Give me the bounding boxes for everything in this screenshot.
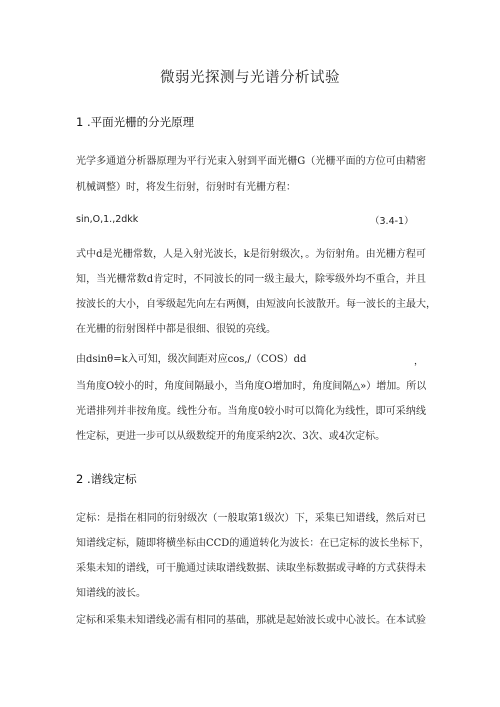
paragraph-line: 定标：是指在相同的衍射级次（一般取第1级次）下，采集已知谱线，然后对已 xyxy=(76,513,426,524)
equation: sin,O,1.,2dkk xyxy=(76,214,139,225)
paragraph-line-end: ， xyxy=(414,356,424,367)
paragraph-line: 光学多通道分析器原理为平行光束入射到平面光栅G（光栅平面的方位可由精密 xyxy=(76,156,426,167)
paragraph-line: 采集未知的谱线，可干脆通过读取谱线数据、读取坐标数据或寻峰的方式获得未 xyxy=(76,563,426,574)
paragraph-line: 性定标，更进一步可以从级数绽开的角度采纳2次、3次、或4次定标。 xyxy=(76,431,386,442)
paragraph-line: 按波长的大小，自零级起先向左右两侧，由短波向长波散开。每一波长的主最大， xyxy=(76,299,436,310)
paragraph-line: 式中d是光栅常数，人是入射光波长，k是衍射级次，。为衍射角。由光栅方程可 xyxy=(76,249,426,260)
paragraph-line: 在光栅的衍射图样中都是很细、很锐的亮线。 xyxy=(76,324,276,335)
section-heading-2: 2 .谱线定标 xyxy=(76,472,137,486)
page-title: 微弱光探测与光谱分析试验 xyxy=(160,70,340,86)
paragraph-line: 当角度O较小的时，角度间隔最小，当角度O增加时，角度间隔△»）增加。所以 xyxy=(76,381,427,392)
section-heading-1: 1 .平面光栅的分光原理 xyxy=(76,115,195,129)
paragraph-line: 光谱排列并非按角度。线性分布。当角度0较小时可以简化为线性，即可采纳线 xyxy=(76,406,426,417)
paragraph-line: 知谱线的波长。 xyxy=(76,588,146,599)
paragraph-line: 知，当光栅常数d肯定时，不同波长的同一级主最大，除零级外均不重合，并且 xyxy=(76,274,426,285)
paragraph-line: 定标和采集未知谱线必需有相同的基础，那就是起始波长或中心波长。在本试验 xyxy=(76,615,426,626)
equation-number: （3.4-1） xyxy=(370,216,414,227)
paragraph-line: 知谱线定标，随即将横坐标由CCD的通道转化为波长：在已定标的波长坐标下， xyxy=(76,538,430,549)
paragraph-line: 由dsinθ=k入可知，级次间距对应cos,/（COS）dd xyxy=(76,354,307,365)
paragraph-line: 机械调整）时，将发生衍射，衍射时有光栅方程： xyxy=(76,182,296,193)
